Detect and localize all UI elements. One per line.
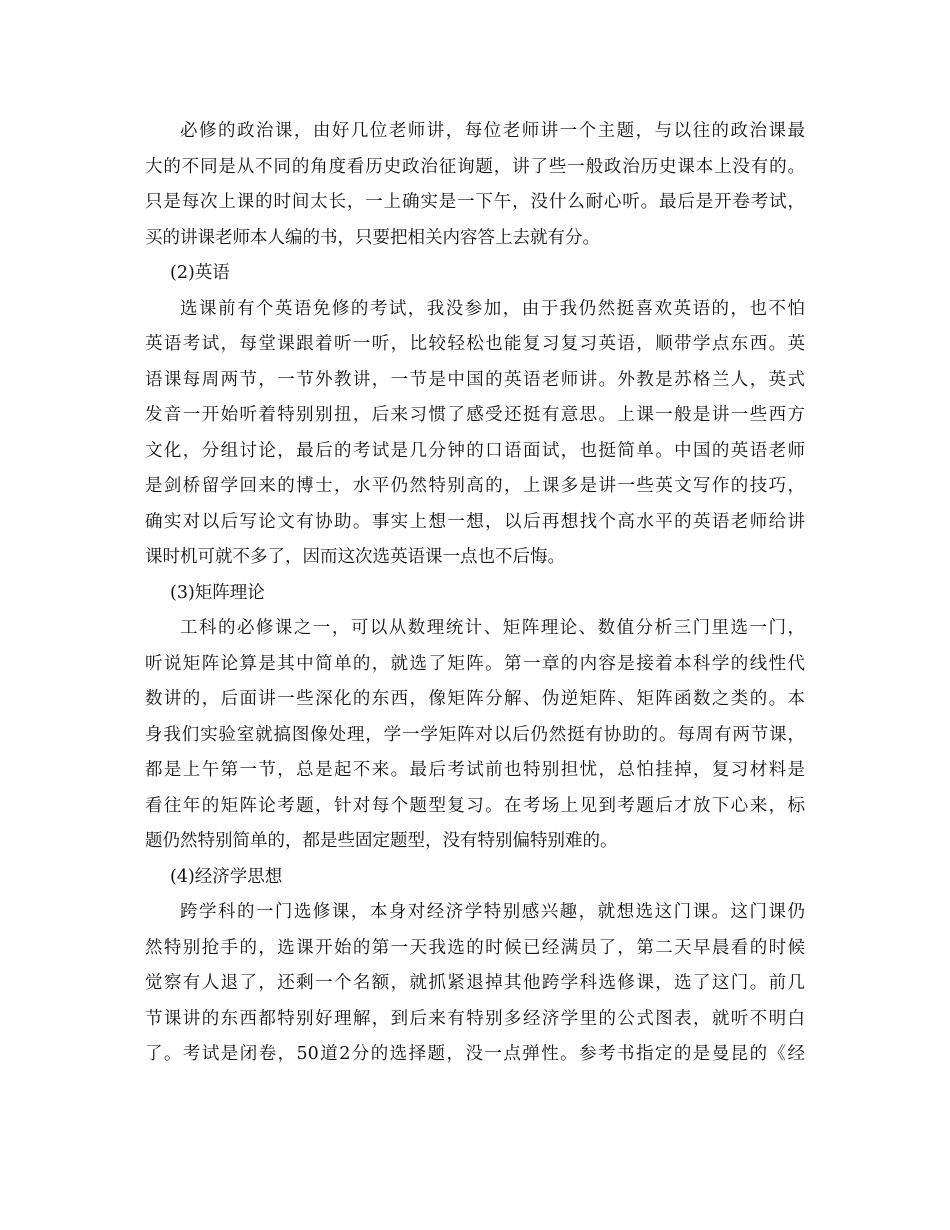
text-line: 课时机可就不多了，因而这次选英语课一点也不后悔。 xyxy=(145,547,565,567)
text-line: 大的不同是从不同的角度看历史政治征询题，讲了些一般政治历史课本上没有的。 xyxy=(145,156,805,177)
text-line: 文化，分组讨论，最后的考试是几分钟的口语面试，也挺简单。中国的英语老师 xyxy=(145,440,805,461)
text-line: 语课每周两节，一节外教讲，一节是中国的英语老师讲。外教是苏格兰人，英式 xyxy=(145,369,805,390)
section-heading: (3)矩阵理论 xyxy=(170,582,265,603)
text-line: 然特别抢手的，选课开始的第一天我选的时候已经满员了，第二天早晨看的时候 xyxy=(145,937,805,958)
text-line: 题仍然特别简单的，都是些固定题型，没有特别偏特别难的。 xyxy=(145,831,618,851)
text-line: 是剑桥留学回来的博士，水平仍然特别高的，上课多是讲一些英文写作的技巧， xyxy=(145,476,805,496)
section-heading: (2)英语 xyxy=(170,263,230,283)
text-line: 跨学科的一门选修课，本身对经济学特别感兴趣，就想选这门课。这门课仍 xyxy=(180,902,805,922)
text-line: 确实对以后写论文有协助。事实上想一想，以后再想找个高水平的英语老师给讲 xyxy=(145,511,805,532)
paragraph xyxy=(145,895,805,1073)
text-line: 身我们实验室就搞图像处理，学一学矩阵对以后仍然挺有协助的。每周有两节课， xyxy=(145,724,805,745)
section-heading: (4)经济学思想 xyxy=(170,866,283,887)
paragraph xyxy=(145,114,805,256)
text-line: 选课前有个英语免修的考试，我没参加，由于我仍然挺喜欢英语的，也不怕 xyxy=(180,298,805,319)
text-line: 数讲的，后面讲一些深化的东西，像矩阵分解、伪逆矩阵、矩阵函数之类的。本 xyxy=(145,689,805,709)
text-line: 看往年的矩阵论考题，针对每个题型复习。在考场上见到考题后才放下心来，标 xyxy=(145,795,805,816)
text-line: 节课讲的东西都特别好理解，到后来有特别多经济学里的公式图表，就听不明白 xyxy=(145,1008,805,1029)
text-line: 发音一开始听着特别别扭，后来习惯了感受还挺有意思。上课一般是讲一些西方 xyxy=(145,405,805,425)
text-line: 必修的政治课，由好几位老师讲，每位老师讲一个主题，与以往的政治课最 xyxy=(180,121,805,141)
text-line: 都是上午第一节，总是起不来。最后考试前也特别担忧，总怕挂掉，复习材料是 xyxy=(145,760,805,780)
text-line: 听说矩阵论算是其中简单的，就选了矩阵。第一章的内容是接着本科学的线性代 xyxy=(145,653,805,674)
text-line: 觉察有人退了，还剩一个名额，就抓紧退掉其他跨学科选修课，选了这门。前几 xyxy=(145,973,805,993)
text-line: 英语考试，每堂课跟着听一听，比较轻松也能复习复习英语，顺带学点东西。英 xyxy=(145,334,805,354)
text-line: 买的讲课老师本人编的书，只要把相关内容答上去就有分。 xyxy=(145,227,600,248)
text-line: 只是每次上课的时间太长，一上确实是一下午，没什么耐心听。最后是开卷考试， xyxy=(145,192,805,212)
paragraph xyxy=(145,611,805,860)
text-line: 工科的必修课之一，可以从数理统计、矩阵理论、数值分析三门里选一门， xyxy=(180,618,805,638)
document-body xyxy=(145,114,805,1073)
text-line: 了。考试是闭卷，50道2分的选择题，没一点弹性。参考书指定的是曼昆的《经 xyxy=(145,1044,805,1064)
paragraph xyxy=(145,292,805,576)
